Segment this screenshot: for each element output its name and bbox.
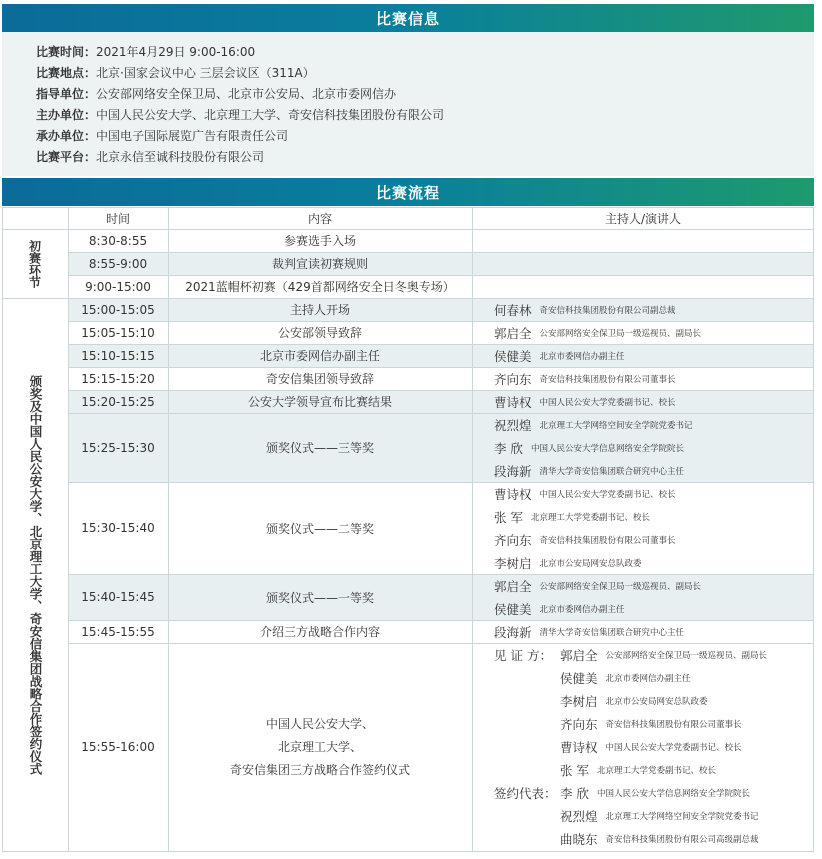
signer-title: 中国人民公安大学信息网络安全学院院长 [596, 788, 750, 799]
content-cell: 公安大学领导宣布比赛结果 [247, 395, 392, 409]
time-cell: 9:00-15:00 [85, 279, 151, 294]
column-header-time: 时间 [105, 211, 130, 226]
speaker-name: 段海新 [494, 624, 532, 640]
speaker-title: 中国人民公安大学党委副书记、校长 [539, 489, 676, 500]
speaker-name: 张 军 [494, 509, 523, 525]
content-cell: 颁奖仪式——一等奖 [265, 590, 374, 605]
speaker [494, 597, 625, 620]
info-value: 公安部网络安全保卫局、北京市公安局、北京市委网信办 [96, 87, 397, 101]
signer-label: 签约代表： [494, 785, 557, 801]
time-cell: 15:20-15:25 [81, 394, 155, 409]
witness-name: 侯健美 [560, 670, 598, 686]
speaker-title: 奇安信科技集团股份有限公司副总裁 [539, 305, 676, 316]
signer-title: 奇安信科技集团股份有限公司高级副总裁 [605, 834, 759, 845]
speaker-title: 北京理工大学党委副书记、校长 [530, 512, 650, 523]
time-cell: 15:00-15:05 [81, 302, 155, 317]
witness [560, 666, 691, 689]
info-panel [2, 32, 814, 176]
column-header-host: 主持人/演讲人 [604, 211, 682, 226]
time-cell: 15:10-15:15 [81, 348, 155, 363]
info-row [36, 105, 444, 125]
speaker-title: 北京理工大学网络空间安全学院党委书记 [539, 420, 693, 431]
speaker-title: 奇安信科技集团股份有限公司董事长 [539, 535, 676, 546]
speaker-title: 北京市委网信办副主任 [539, 351, 625, 362]
grid-line [813, 207, 814, 852]
speaker [494, 344, 625, 367]
content-line: 北京理工大学、 [277, 739, 362, 754]
info-key: 指导单位： [36, 87, 97, 101]
speaker [494, 298, 676, 321]
info-key: 比赛地点： [36, 66, 97, 80]
speaker [494, 436, 684, 459]
witness-name: 齐向东 [560, 716, 598, 732]
speaker-name: 曹诗权 [494, 394, 532, 410]
speaker [494, 367, 676, 390]
speaker [494, 505, 650, 528]
stage-prelim: 初赛环节 [27, 239, 42, 288]
info-key: 比赛平台： [36, 150, 97, 164]
content-cell: 颁奖仪式——三等奖 [265, 441, 374, 455]
witness-title: 北京市委网信办副主任 [605, 673, 691, 684]
witness [560, 712, 742, 735]
speaker-title: 中国人民公安大学党委副书记、校长 [539, 397, 676, 408]
speaker [494, 321, 701, 344]
speaker-name: 侯健美 [494, 601, 532, 617]
time-cell: 8:55-9:00 [88, 256, 148, 271]
speaker-name: 郭启全 [494, 325, 532, 341]
content-cell: 公安部领导致辞 [277, 326, 362, 340]
witness-title: 北京理工大学党委副书记、校长 [596, 765, 716, 776]
content-line: 中国人民公安大学、 [265, 716, 374, 731]
speaker-name: 齐向东 [494, 532, 532, 548]
signer-name: 曲晓东 [560, 831, 598, 847]
grid-line [2, 851, 814, 852]
speaker-title: 北京市委网信办副主任 [539, 604, 625, 615]
speaker-name: 郭启全 [494, 578, 532, 594]
time-cell: 15:05-15:10 [81, 325, 155, 340]
speaker-title: 清华大学奇安信集团联合研究中心主任 [539, 627, 685, 638]
witness [560, 735, 742, 758]
content-cell: 参赛选手入场 [283, 234, 356, 248]
signer-name: 祝烈煌 [560, 808, 598, 824]
time-cell: 15:45-15:55 [81, 624, 155, 639]
info-value: 北京永信至诚科技股份有限公司 [96, 150, 265, 164]
signer [560, 781, 750, 804]
content-cell: 介绍三方战略合作内容 [259, 625, 380, 639]
speaker-title: 北京市公安局网安总队政委 [539, 558, 642, 569]
witness-name: 李树启 [560, 693, 598, 709]
info-row [36, 147, 264, 167]
witness-title: 奇安信科技集团股份有限公司董事长 [605, 719, 742, 730]
info-value: 北京·国家会议中心 三层会议区（311A） [96, 66, 315, 80]
info-value: 中国人民公安大学、北京理工大学、奇安信科技集团股份有限公司 [96, 108, 445, 122]
info-row [36, 42, 255, 62]
info-row [36, 126, 288, 146]
time-cell: 15:30-15:40 [81, 521, 155, 535]
column-header-content: 内容 [307, 211, 332, 226]
content-cell: 2021蓝帽杯初赛（429首都网络安全日冬奥专场） [185, 280, 455, 294]
speaker [494, 459, 684, 482]
speaker-title: 公安部网络安全保卫局一级巡视员、副局长 [539, 581, 702, 592]
content-cell: 裁判宣读初赛规则 [271, 257, 368, 271]
signer [560, 827, 759, 850]
witness-title: 北京市公安局网安总队政委 [605, 696, 708, 707]
witness-name: 张 军 [560, 762, 589, 778]
speaker-name: 曹诗权 [494, 486, 532, 502]
content-cell: 颁奖仪式——二等奖 [265, 521, 374, 536]
speaker-name: 祝烈煌 [494, 417, 532, 433]
info-row [36, 63, 315, 83]
speaker-title: 公安部网络安全保卫局一级巡视员、副局长 [539, 328, 702, 339]
witness-title: 公安部网络安全保卫局一级巡视员、副局长 [605, 650, 768, 661]
witness-name: 曹诗权 [560, 739, 598, 755]
time-cell: 15:55-16:00 [81, 740, 155, 754]
grid-line [472, 207, 473, 852]
content-cell: 主持人开场 [289, 303, 350, 317]
info-value: 中国电子国际展览广告有限责任公司 [96, 129, 289, 143]
speaker-name: 段海新 [494, 463, 532, 479]
witness-title: 中国人民公安大学党委副书记、校长 [605, 742, 742, 753]
info-header: 比赛信息 [2, 4, 814, 32]
speaker-name: 侯健美 [494, 348, 532, 364]
speaker-name: 齐向东 [494, 371, 532, 387]
speaker [494, 482, 676, 505]
speaker-name: 李 欣 [494, 440, 523, 456]
speaker [494, 551, 642, 574]
content-cell: 奇安信集团领导致辞 [265, 372, 374, 386]
content-cell [168, 643, 472, 851]
content-cell: 北京市委网信办副主任 [259, 349, 380, 363]
speaker-title: 中国人民公安大学信息网络安全学院院长 [530, 443, 684, 454]
witness-name: 郭启全 [560, 647, 598, 663]
speaker-name: 李树启 [494, 555, 532, 571]
info-key: 主办单位： [36, 108, 97, 122]
stage-award: 颁奖及中国人民公安大学、北京理工大学、奇安信集团战略合作签约仪式 [28, 375, 43, 775]
speaker-title: 奇安信科技集团股份有限公司董事长 [539, 374, 676, 385]
grid-line [2, 207, 814, 208]
time-cell: 15:25-15:30 [81, 440, 155, 455]
content-line: 奇安信集团三方战略合作签约仪式 [229, 762, 410, 777]
signer [560, 804, 759, 827]
time-cell: 15:15-15:20 [81, 371, 155, 386]
speaker [494, 413, 693, 436]
info-key: 比赛时间： [36, 45, 97, 59]
speaker [494, 390, 676, 413]
witness [560, 758, 716, 781]
schedule-table [2, 207, 814, 852]
speaker-title: 清华大学奇安信集团联合研究中心主任 [539, 466, 685, 477]
witness [560, 689, 708, 712]
info-key: 承办单位： [36, 129, 97, 143]
time-cell: 15:40-15:45 [81, 590, 155, 604]
witness-label: 见 证 方： [494, 647, 552, 663]
signer-title: 北京理工大学网络空间安全学院党委书记 [605, 811, 759, 822]
speaker [494, 528, 676, 551]
speaker-name: 何春林 [494, 302, 532, 318]
info-value: 2021年4月29日 9:00-16:00 [96, 45, 256, 59]
speaker [494, 620, 684, 643]
witness [560, 643, 767, 666]
signer-name: 李 欣 [560, 785, 589, 801]
time-cell: 8:30-8:55 [88, 233, 148, 248]
speaker [494, 574, 701, 597]
info-row [36, 84, 396, 104]
flow-header: 比赛流程 [2, 178, 814, 206]
